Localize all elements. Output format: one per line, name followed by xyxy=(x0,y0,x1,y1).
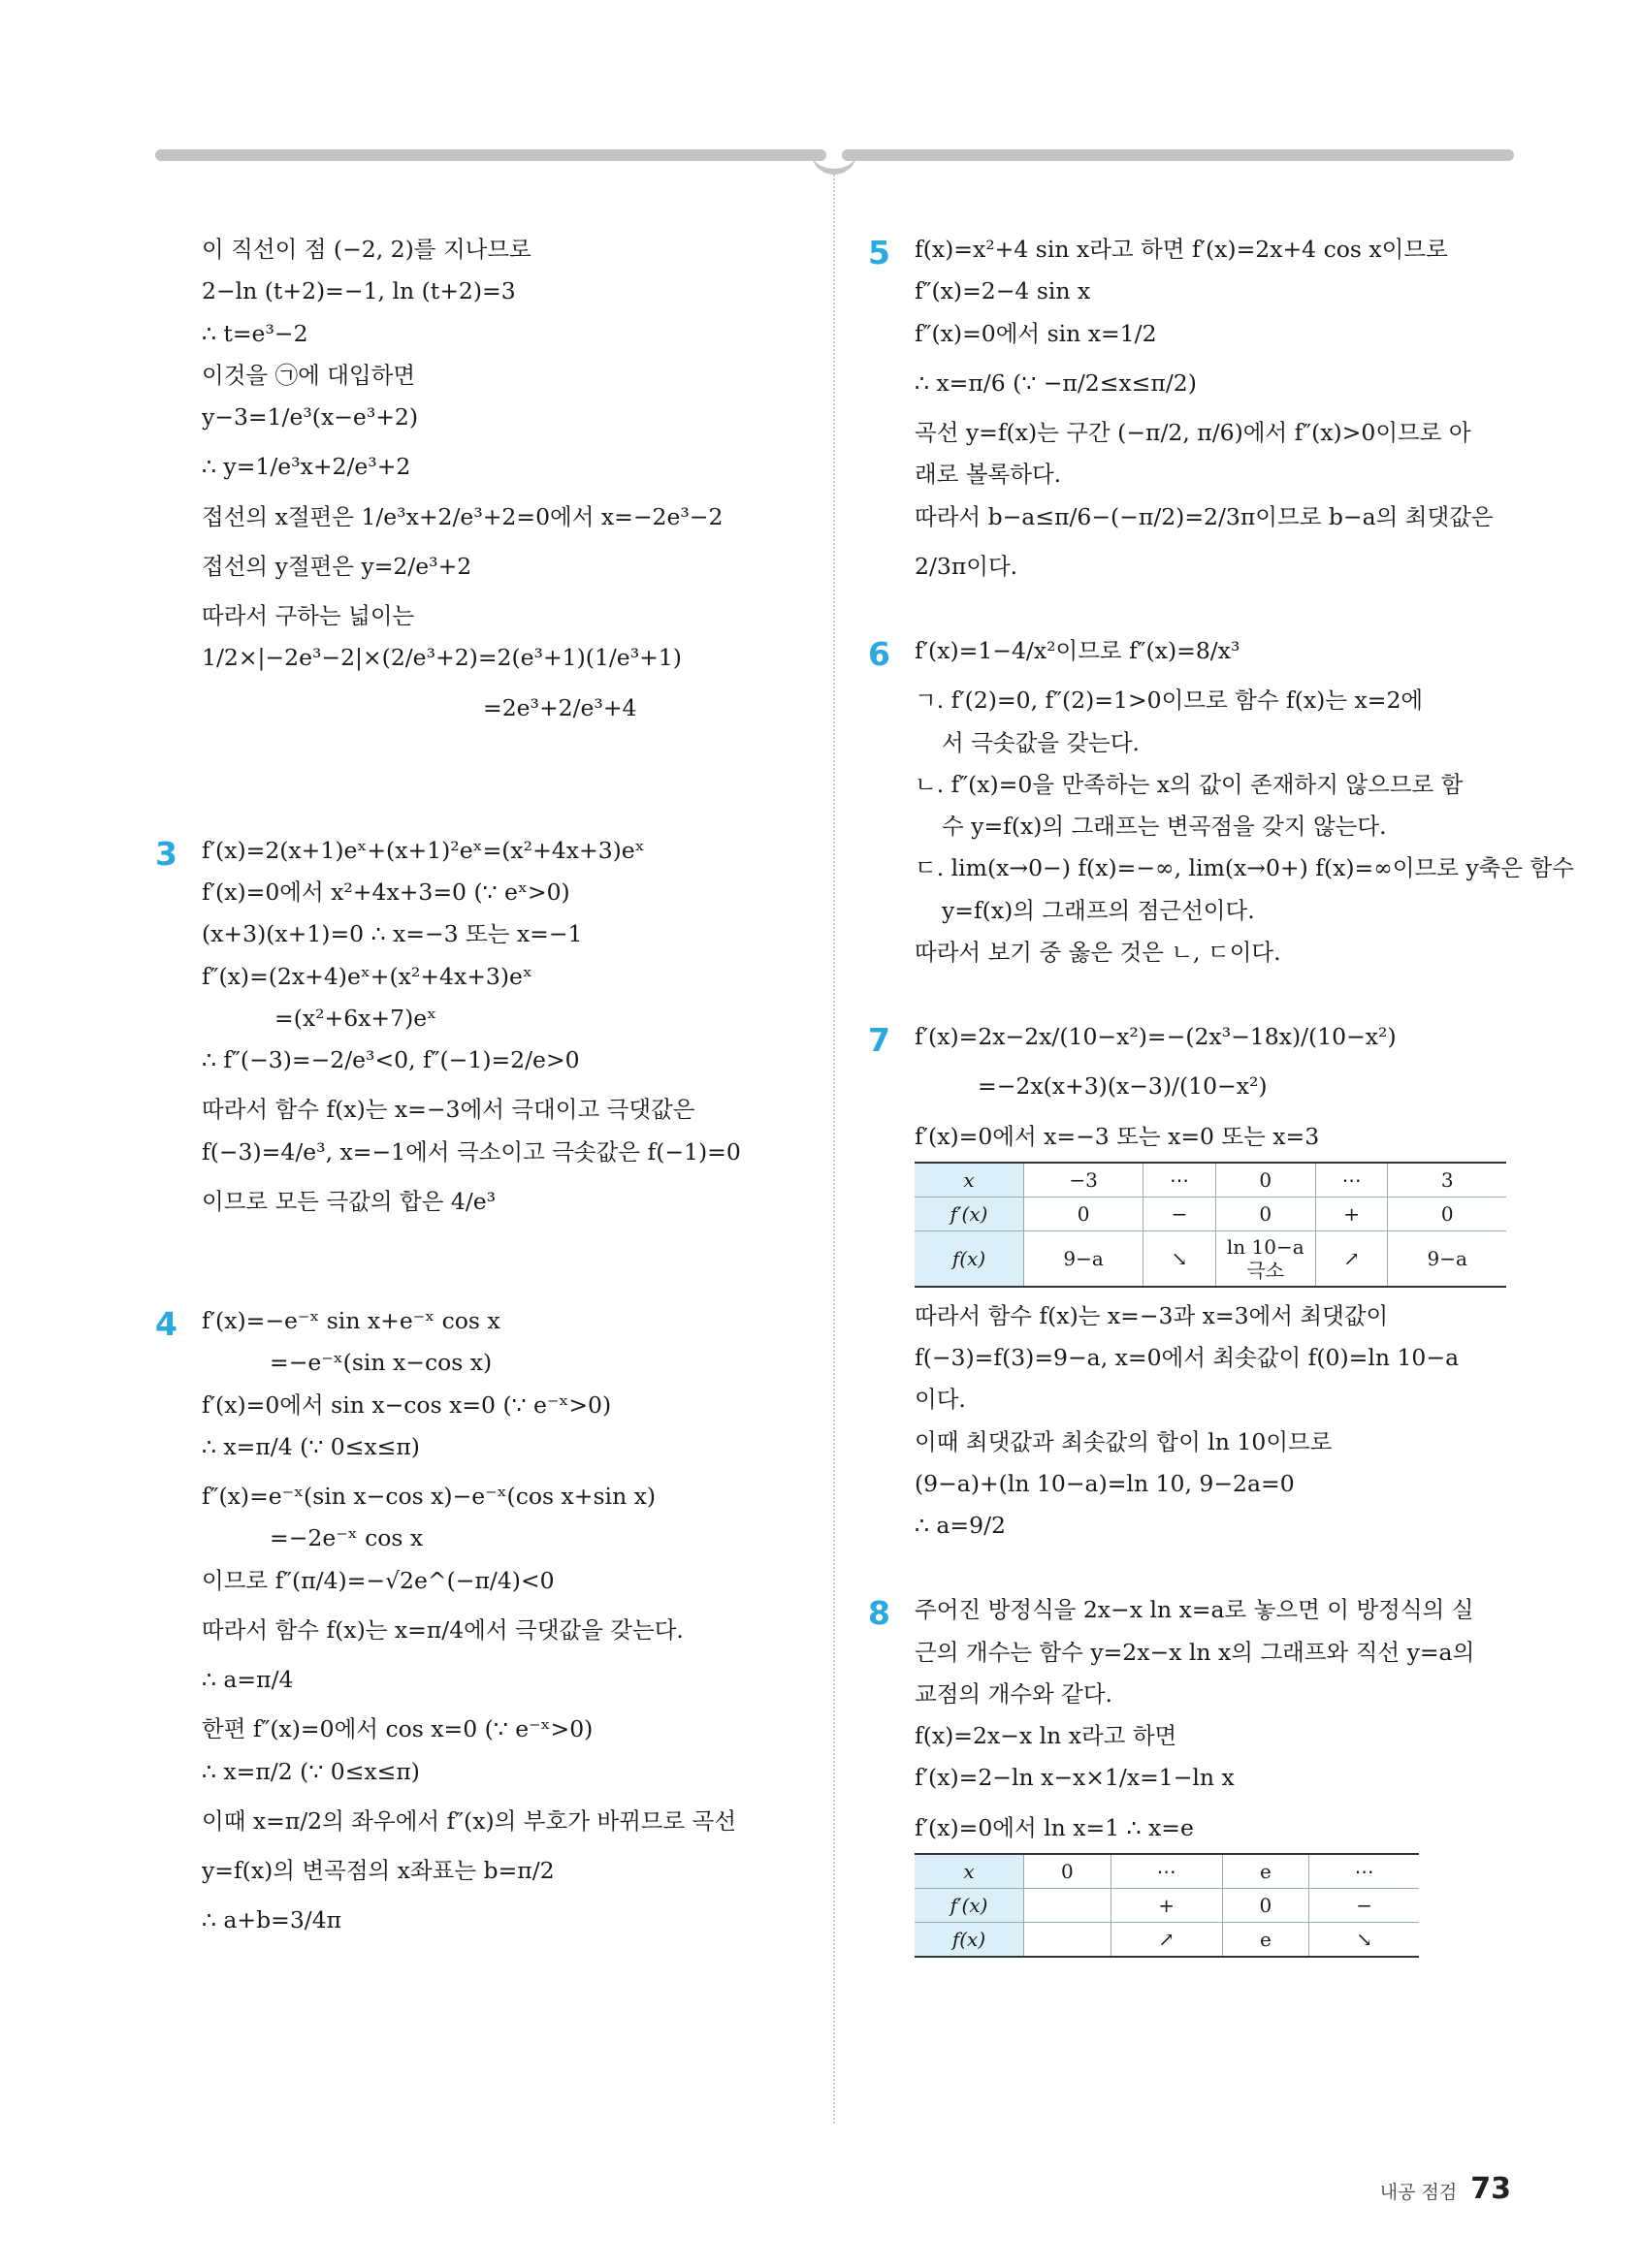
increase-decrease-table xyxy=(915,1853,1419,1958)
page-footer xyxy=(1380,2172,1511,2206)
text-line: ∴ y=1/e³x+2/e³+2 xyxy=(202,453,411,481)
text-line: 이므로 모든 극값의 합은 4/e³ xyxy=(202,1187,497,1215)
text-line: f″(x)=e⁻ˣ(sin x−cos x)−e⁻ˣ(cos x+sin x) xyxy=(202,1483,657,1510)
text-line: 2/3π이다. xyxy=(915,552,1018,580)
table-cell: 0 xyxy=(1215,1163,1315,1198)
text-line: ㄷ. lim(x→0−) f(x)=−∞, lim(x→0+) f(x)=∞이므로 y축은 함수 xyxy=(915,854,1574,882)
text-line: f″(x)=2−4 sin x xyxy=(915,277,1091,305)
table-cell: 0 xyxy=(1222,1888,1309,1922)
text-line: =−2e⁻ˣ cos x xyxy=(270,1524,424,1552)
text-line: f′(x)=0에서 x=−3 또는 x=0 또는 x=3 xyxy=(915,1122,1320,1150)
text-line: ㄱ. f′(2)=0, f″(2)=1>0이므로 함수 f(x)는 x=2에 xyxy=(915,687,1424,715)
text-line: ∴ a+b=3/4π xyxy=(202,1906,342,1934)
text-line: f(−3)=f(3)=9−a, x=0에서 최솟값이 f(0)=ln 10−a xyxy=(915,1344,1460,1371)
text-line: y=f(x)의 변곡점의 x좌표는 b=π/2 xyxy=(202,1857,555,1884)
text-line: ∴ x=π/4 (∵ 0≤x≤π) xyxy=(202,1432,420,1460)
left-column xyxy=(155,233,815,1946)
text-line: ∴ x=π/6 (∵ −π/2≤x≤π/2) xyxy=(915,368,1197,397)
increase-decrease-table xyxy=(915,1162,1506,1288)
top-decor-notch xyxy=(811,145,857,175)
table-cell: −3 xyxy=(1024,1163,1143,1198)
text-line: 래로 볼록하다. xyxy=(915,461,1062,489)
table-cell: f(x) xyxy=(915,1922,1024,1957)
column-divider xyxy=(833,175,835,2124)
table-row xyxy=(915,1230,1506,1287)
table-cell: + xyxy=(1315,1197,1388,1230)
text-line: f″(x)=(2x+4)eˣ+(x²+4x+3)eˣ xyxy=(202,962,532,990)
text-line: (x+3)(x+1)=0 ∴ x=−3 또는 x=−1 xyxy=(202,920,583,948)
text-line: =−2x(x+3)(x−3)/(10−x²) xyxy=(978,1072,1268,1101)
table-cell: e xyxy=(1222,1922,1309,1957)
text-line: 따라서 함수 f(x)는 x=π/4에서 극댓값을 갖는다. xyxy=(202,1615,684,1644)
text-line: =2e³+2/e³+4 xyxy=(483,693,637,721)
table-cell: f′(x) xyxy=(915,1888,1024,1922)
right-column xyxy=(868,233,1574,1969)
text-line: f″(x)=0에서 sin x=1/2 xyxy=(915,319,1157,347)
table-row xyxy=(915,1197,1506,1230)
problem-8-solution xyxy=(868,1593,1518,1958)
table-cell: ln 10−a 극소 xyxy=(1215,1230,1315,1287)
text-line: f′(x)=0에서 x²+4x+3=0 (∵ eˣ>0) xyxy=(202,878,570,906)
table-cell xyxy=(1024,1922,1111,1957)
text-line: 따라서 함수 f(x)는 x=−3과 x=3에서 최댓값이 xyxy=(915,1301,1389,1329)
text-line: (9−a)+(ln 10−a)=ln 10, 9−2a=0 xyxy=(915,1469,1295,1497)
table-cell: ⋯ xyxy=(1111,1854,1222,1889)
table-cell: 0 xyxy=(1024,1854,1111,1889)
footer-label: 내공 점검 xyxy=(1379,2182,1458,2203)
table-cell: 3 xyxy=(1388,1163,1506,1198)
text-line: 곡선 y=f(x)는 구간 (−π/2, π/6)에서 f″(x)>0이므로 아 xyxy=(915,419,1471,446)
table-cell: + xyxy=(1111,1888,1222,1922)
problem-4-solution xyxy=(155,1304,815,1938)
text-line: 접선의 y절편은 y=2/e³+2 xyxy=(202,552,472,580)
table-cell: ⋯ xyxy=(1309,1854,1419,1889)
problem-number: 7 xyxy=(868,1021,890,1059)
table-cell: − xyxy=(1143,1197,1216,1230)
text-line: 수 y=f(x)의 그래프는 변곡점을 갖지 않는다. xyxy=(942,813,1387,840)
text-line: 이때 x=π/2의 좌우에서 f″(x)의 부호가 바뀌므로 곡선 xyxy=(202,1806,737,1835)
table-cell: ↗ xyxy=(1111,1922,1222,1957)
top-decor-bar-right xyxy=(842,149,1514,161)
table-row xyxy=(915,1163,1506,1198)
text-line: =(x²+6x+7)eˣ xyxy=(274,1004,437,1032)
text-line: ∴ f″(−3)=−2/e³<0, f″(−1)=2/e>0 xyxy=(202,1046,580,1073)
table-cell: x xyxy=(915,1163,1024,1198)
page-number: 73 xyxy=(1470,2172,1511,2206)
text-line: 이때 최댓값과 최솟값의 합이 ln 10이므로 xyxy=(915,1427,1333,1455)
text-line: f′(x)=2(x+1)eˣ+(x+1)²eˣ=(x²+4x+3)eˣ xyxy=(202,836,645,864)
text-line: f(−3)=4/e³, x=−1에서 극소이고 극솟값은 f(−1)=0 xyxy=(202,1137,741,1166)
text-line: 접선의 x절편은 1/e³x+2/e³+2=0에서 x=−2e³−2 xyxy=(202,502,724,530)
text-line: f′(x)=2−ln x−x×1/x=1−ln x xyxy=(915,1764,1235,1792)
problem-6-solution xyxy=(868,634,1574,970)
text-line: 이다. xyxy=(915,1386,966,1414)
problem-5-solution xyxy=(868,233,1518,584)
problem-number: 6 xyxy=(868,635,890,673)
table-row xyxy=(915,1888,1419,1922)
text-line: 서 극솟값을 갖는다. xyxy=(942,728,1141,756)
text-line: 따라서 b−a≤π/6−(−π/2)=2/3π이므로 b−a의 최댓값은 xyxy=(915,502,1494,530)
text-line: ㄴ. f″(x)=0을 만족하는 x의 값이 존재하지 않으므로 함 xyxy=(915,770,1464,798)
table-cell: ↘ xyxy=(1309,1922,1419,1957)
table-cell: 9−a xyxy=(1024,1230,1143,1287)
text-line: f′(x)=1−4/x²이므로 f″(x)=8/x³ xyxy=(915,637,1240,664)
top-decor-bar-left xyxy=(155,149,826,161)
intro-solution xyxy=(155,233,815,725)
table-cell: ⋯ xyxy=(1143,1163,1216,1198)
text-line: 이것을 ㉠에 대입하면 xyxy=(202,361,416,389)
problem-number: 5 xyxy=(868,234,890,272)
text-line: 따라서 구하는 넓이는 xyxy=(202,602,415,629)
text-line: 따라서 보기 중 옳은 것은 ㄴ, ㄷ이다. xyxy=(915,938,1281,966)
text-line: 따라서 함수 f(x)는 x=−3에서 극대이고 극댓값은 xyxy=(202,1096,695,1124)
table-cell: 0 xyxy=(1215,1197,1315,1230)
text-line: ∴ a=π/4 xyxy=(202,1666,294,1693)
text-line: 1/2×|−2e³−2|×(2/e³+2)=2(e³+1)(1/e³+1) xyxy=(202,644,682,672)
text-line: f(x)=x²+4 sin x라고 하면 f′(x)=2x+4 cos x이므로 xyxy=(915,236,1448,263)
text-line: ∴ t=e³−2 xyxy=(202,319,308,347)
text-line: 이므로 f″(π/4)=−√2e^(−π/4)<0 xyxy=(202,1566,555,1594)
text-line: y−3=1/e³(x−e³+2) xyxy=(202,403,419,431)
problem-number: 8 xyxy=(868,1594,890,1633)
table-cell: x xyxy=(915,1854,1024,1889)
text-line: f′(x)=0에서 ln x=1 ∴ x=e xyxy=(915,1813,1194,1841)
table-row xyxy=(915,1922,1419,1957)
problem-number: 3 xyxy=(155,834,177,873)
table-cell: 0 xyxy=(1024,1197,1143,1230)
text-line: f′(x)=−e⁻ˣ sin x+e⁻ˣ cos x xyxy=(202,1307,500,1334)
table-cell xyxy=(1024,1888,1111,1922)
text-line: f(x)=2x−x ln x라고 하면 xyxy=(915,1722,1177,1749)
table-cell: − xyxy=(1309,1888,1419,1922)
table-cell: f(x) xyxy=(915,1230,1024,1287)
text-line: 한편 f″(x)=0에서 cos x=0 (∵ e⁻ˣ>0) xyxy=(202,1715,594,1743)
table-cell: 0 xyxy=(1388,1197,1506,1230)
table-cell: ⋯ xyxy=(1315,1163,1388,1198)
problem-7-solution xyxy=(868,1020,1518,1543)
table-cell: 9−a xyxy=(1388,1230,1506,1287)
text-line: =−e⁻ˣ(sin x−cos x) xyxy=(270,1349,493,1377)
text-line: 2−ln (t+2)=−1, ln (t+2)=3 xyxy=(202,277,516,305)
text-line: f′(x)=2x−2x/(10−x²)=−(2x³−18x)/(10−x²) xyxy=(915,1023,1397,1050)
table-row xyxy=(915,1854,1419,1889)
text-line: 근의 개수는 함수 y=2x−x ln x의 그래프와 직선 y=a의 xyxy=(915,1638,1475,1666)
text-line: 이 직선이 점 (−2, 2)를 지나므로 xyxy=(202,236,531,263)
text-line: 교점의 개수와 같다. xyxy=(915,1679,1113,1708)
problem-3-solution xyxy=(155,834,815,1219)
table-cell: f′(x) xyxy=(915,1197,1024,1230)
text-line: ∴ x=π/2 (∵ 0≤x≤π) xyxy=(202,1757,420,1785)
table-cell: ↗ xyxy=(1315,1230,1388,1287)
table-cell: ↘ xyxy=(1143,1230,1216,1287)
problem-number: 4 xyxy=(155,1305,177,1343)
text-line: y=f(x)의 그래프의 점근선이다. xyxy=(942,896,1255,924)
table-cell: e xyxy=(1222,1854,1309,1889)
text-line: f′(x)=0에서 sin x−cos x=0 (∵ e⁻ˣ>0) xyxy=(202,1390,612,1419)
text-line: 주어진 방정식을 2x−x ln x=a로 놓으면 이 방정식의 실 xyxy=(915,1596,1474,1624)
text-line: ∴ a=9/2 xyxy=(915,1512,1006,1539)
